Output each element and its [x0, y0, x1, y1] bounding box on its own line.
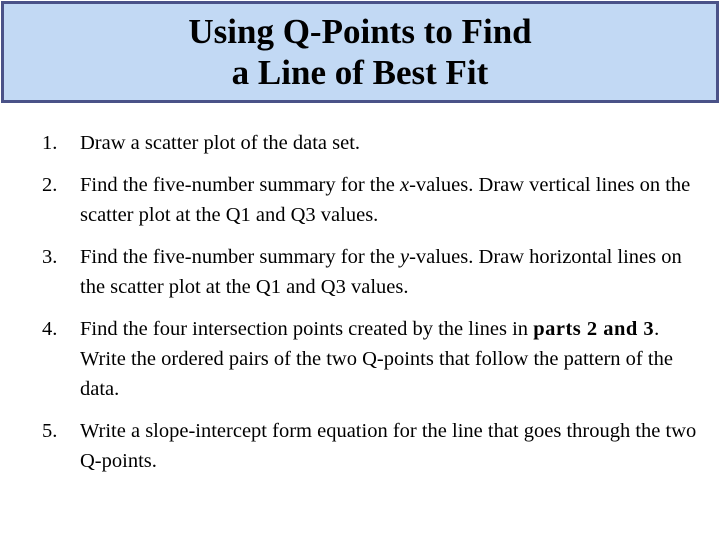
step-text: [80, 318, 673, 400]
text-segment: Find the five-number summary for the: [80, 174, 400, 196]
step-item: [42, 416, 702, 476]
italic-term: x: [399, 174, 410, 196]
step-text: [80, 132, 360, 154]
step-text: [80, 174, 690, 226]
step-item: [42, 128, 702, 158]
step-number: 1.: [42, 132, 58, 154]
text-segment: -values. Draw vertical lines on the scatter plot at the Q1 and Q3 values.: [80, 174, 691, 226]
step-number: 2.: [42, 174, 58, 196]
text-segment: Find the five-number summary for the: [80, 246, 400, 268]
text-segment: Write a slope-intercept form equation for the line that goes through the two Q-points.: [80, 420, 697, 472]
title-line-1: Using Q-Points to Find: [188, 12, 532, 51]
step-item: [42, 314, 702, 404]
italic-term: y: [399, 246, 410, 268]
text-segment: Draw a scatter plot of the data set.: [80, 132, 361, 154]
title-banner: [1, 1, 719, 103]
title-line-2: a Line of Best Fit: [231, 53, 489, 92]
text-segment: . Write the ordered pairs of the two Q-points that follow the pattern of the data.: [80, 318, 673, 400]
steps-list: [42, 128, 702, 488]
step-text: [80, 246, 682, 298]
bold-term: parts 2 and 3: [533, 318, 655, 340]
step-number: 5.: [42, 420, 58, 442]
step-number: 4.: [42, 318, 58, 340]
step-text: [80, 420, 696, 472]
step-item: [42, 242, 702, 302]
step-item: [42, 170, 702, 230]
text-segment: Find the four intersection points created by the lines in: [80, 318, 534, 340]
step-number: 3.: [42, 246, 58, 268]
text-segment: -values. Draw horizontal lines on the scatter plot at the Q1 and Q3 values.: [80, 246, 682, 298]
